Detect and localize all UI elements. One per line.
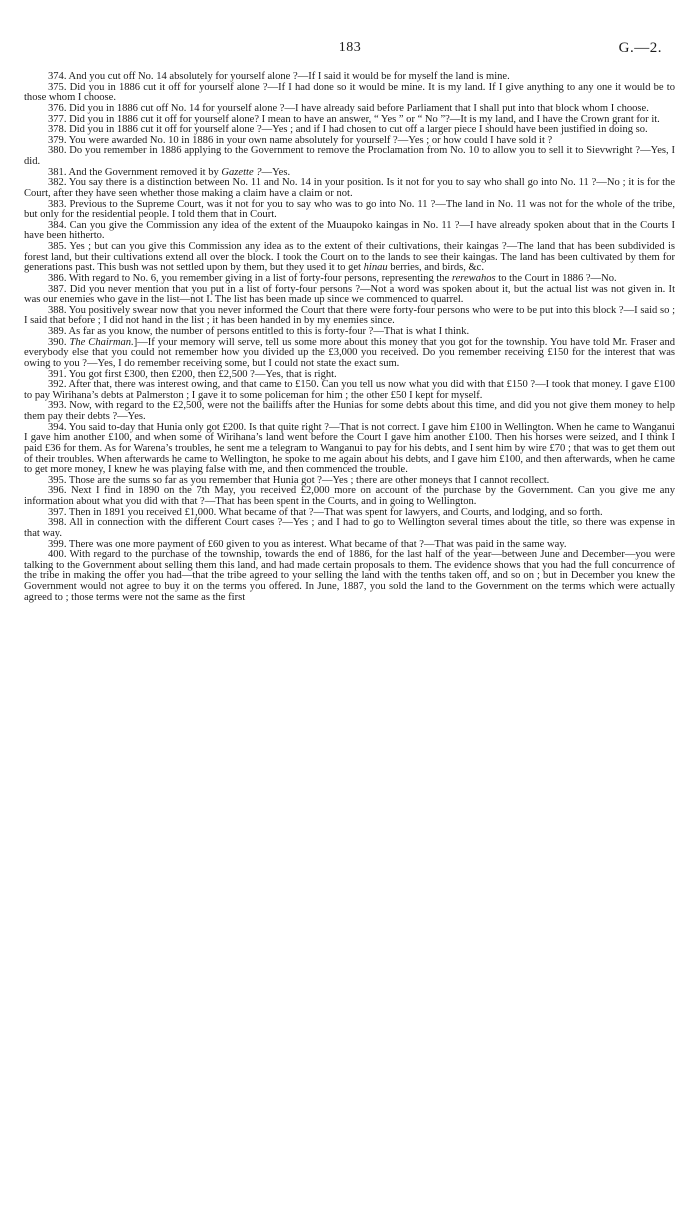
- paragraph-375: 375. Did you in 1886 cut it off for yourself alone ?—If I had done so it would be mine. It is my land. If I give anything to any one it would be to those whom I choose.: [24, 81, 675, 104]
- paragraph-396: 396. Next I find in 1890 on the 7th May, you received £2,000 more on account of the purchase by the Government. Can you give me any information about what you did with that ?—That has been spent in the Courts, and in going to Wellington.: [24, 485, 675, 507]
- paragraph-399: 399. There was one more payment of £60 given to you as interest. What became of that ?—That was paid in the same way.: [48, 538, 567, 550]
- paragraph-391: 391. You got first £300, then £200, then £2,500 ?—Yes, that is right.: [48, 368, 337, 380]
- paragraph-395: 395. Those are the sums so far as you remember that Hunia got ?—Yes ; there are other moneys that I cannot recollect.: [48, 474, 550, 486]
- paragraph-text: 386. With regard to No. 6, you remember giving in a list of forty-four persons, representing the: [48, 272, 452, 284]
- paragraph-384: 384. Can you give the Commission any idea of the extent of the Muaupoko kaingas in No. 11 ?—I have already spoken about that in the Courts I have been hitherto.: [24, 219, 675, 242]
- paragraph-379: 379. You were awarded No. 10 in 1886 in your own name absolutely for yourself ?—Yes ; or how could I have sold it ?: [48, 134, 553, 146]
- paragraph-377: 377. Did you in 1886 cut it off for yourself alone? I mean to have an answer, “ Yes ” or “ No ”?—It is my land, and I have the Crown grant for it.: [48, 113, 660, 125]
- italic-term: hinau: [363, 262, 388, 274]
- paragraph-398: 398. All in connection with the different Court cases ?—Yes ; and I had to go to Wellington several times about the title, so there was expense in that way.: [24, 517, 675, 539]
- paragraph-text: ]—If your memory will serve, tell us some more about this money that you got for the township. You have told Mr. Fraser and everybody else that you could not remember how you divided up the £3,000 you received. Do you remember receiving £150 for the interest that was owing to you ?—Yes, I do remember receiving some, but I could not state the exact sum.: [24, 336, 676, 369]
- paragraph-378: 378. Did you in 1886 cut it off for yourself alone ?—Yes ; and if I had chosen to cut off a larger piece I should have been justified in doing so.: [48, 124, 648, 136]
- paragraph-374: 374. And you cut off No. 14 absolutely for yourself alone ?—If I said it would be for myself the land is mine.: [48, 71, 510, 82]
- paragraph-text: 381. And the Government removed it by: [48, 166, 222, 178]
- paragraph-397: 397. Then in 1891 you received £1,000. What became of that ?—That was spent for lawyers, and Courts, and lodging, and so forth.: [48, 506, 603, 518]
- paragraph-376: 376. Did you in 1886 cut off No. 14 for yourself alone ?—I have already said before Parliament that I shall put into that block whom I choose.: [48, 102, 649, 114]
- speaker-name: The Chairman.: [69, 336, 134, 348]
- paragraph-388: 388. You positively swear now that you never informed the Court that there were forty-four persons who were to be put into this block ?—I said so ; I said that before ; I did not hand in the list ; it has been handed in by my enemies since.: [24, 304, 675, 327]
- paragraph-393: 393. Now, with regard to the £2,500, were not the bailiffs after the Hunias for some debts about this time, and did you not give them money to help them pay their debts ?—Yes.: [24, 400, 675, 422]
- paragraph-383: 383. Previous to the Supreme Court, was it not for you to say who was to go into No. 11 ?—The land in No. 11 was not for the whole of the tribe, but only for the residential people. I told them that in Court.: [24, 198, 675, 221]
- paragraph-385: [24, 242, 675, 274]
- paragraph-394: 394. You said to-day that Hunia only got £200. Is that quite right ?—That is not correct. I gave him £100 in Wellington. When he came to Wanganui I gave him another £100, and when some of Wirihana’s land went before the Court I gave him another £100. Then his horses were seized, and I think I paid £36 for them. As for Warena’s troubles, he sent me a telegram to Wanganui to pay for his debts, and I sent him by wire £70 ; that was to get them out of their troubles. When afterwards he came to Wellington, he spoke to me again about his debts, and I gave him £100, and then afterwards, when he came to get more money, I knew he was playing false with me, and then commenced the trouble.: [24, 421, 675, 476]
- italic-term: rerewahos: [451, 272, 496, 284]
- paragraph-text: to the Court in 1886 ?—No.: [495, 272, 617, 284]
- paragraph-387: 387. Did you never mention that you put in a list of forty-four persons ?—Not a word was spoken about it, but the actual list was not given in. It was our enemies who gave in the list—not I. The list has been made up since we commenced to quarrel.: [24, 283, 675, 306]
- paragraph-390: [24, 338, 675, 370]
- body-text: [24, 72, 675, 603]
- paragraph-382: 382. You say there is a distinction between No. 11 and No. 14 in your position. Is it not for you to say who shall go into No. 11 ?—No ; it is for the Court, after they have seen whether those making a claim have a claim or not.: [24, 177, 675, 199]
- paragraph-text: —Yes.: [261, 166, 291, 178]
- paragraph-text: 390.: [48, 336, 70, 348]
- paragraph-386: [24, 274, 675, 285]
- page-header: [20, 40, 680, 62]
- paragraph-389: 389. As far as you know, the number of persons entitled to this is forty-four ?—That is what I think.: [48, 326, 470, 337]
- italic-term: Gazette ?: [221, 166, 262, 178]
- paragraph-text: 385. Yes ; but can you give this Commission any idea as to the extent of their cultivations, their kaingas ?—The land that has been subdivided is forest land, but their cultivations extend all over the block. I took the Court on to the lands to see their kaingas. The land has been cultivated by them for generations past. This bush was not settled upon by them, but they used it to get: [24, 241, 675, 274]
- paragraph-text: berries, and birds, &c.: [387, 262, 484, 274]
- paragraph-392: 392. After that, there was interest owing, and that came to £150. Can you tell us now what you did with that £150 ?—I took that money. I gave £100 to pay Wirihana’s debts at Palmerston ; I gave it to some policeman for him ; the other £50 I kept for myself.: [24, 379, 675, 401]
- paragraph-400: 400. With regard to the purchase of the township, towards the end of 1886, for the last half of the year—between June and December—you were talking to the Government about selling them this land, and had made certain proposals to them. The evidence shows that you had the full concurrence of the tribe in making the offer you had—that the tribe agreed to your selling the land with the tenths taken off, and so on ; but in December you knew the Government would not agree to buy it on the terms you offered. In June, 1887, you sold the land to the Government on the terms which were actually agreed to ; those terms were not the same as the first: [24, 549, 675, 603]
- paragraph-380: 380. Do you remember in 1886 applying to the Government to remove the Proclamation from No. 10 to allow you to sell it to Sievwright ?—Yes, I did.: [24, 145, 675, 167]
- page-number: 183: [338, 40, 362, 55]
- document-reference: G.—2.: [618, 40, 662, 56]
